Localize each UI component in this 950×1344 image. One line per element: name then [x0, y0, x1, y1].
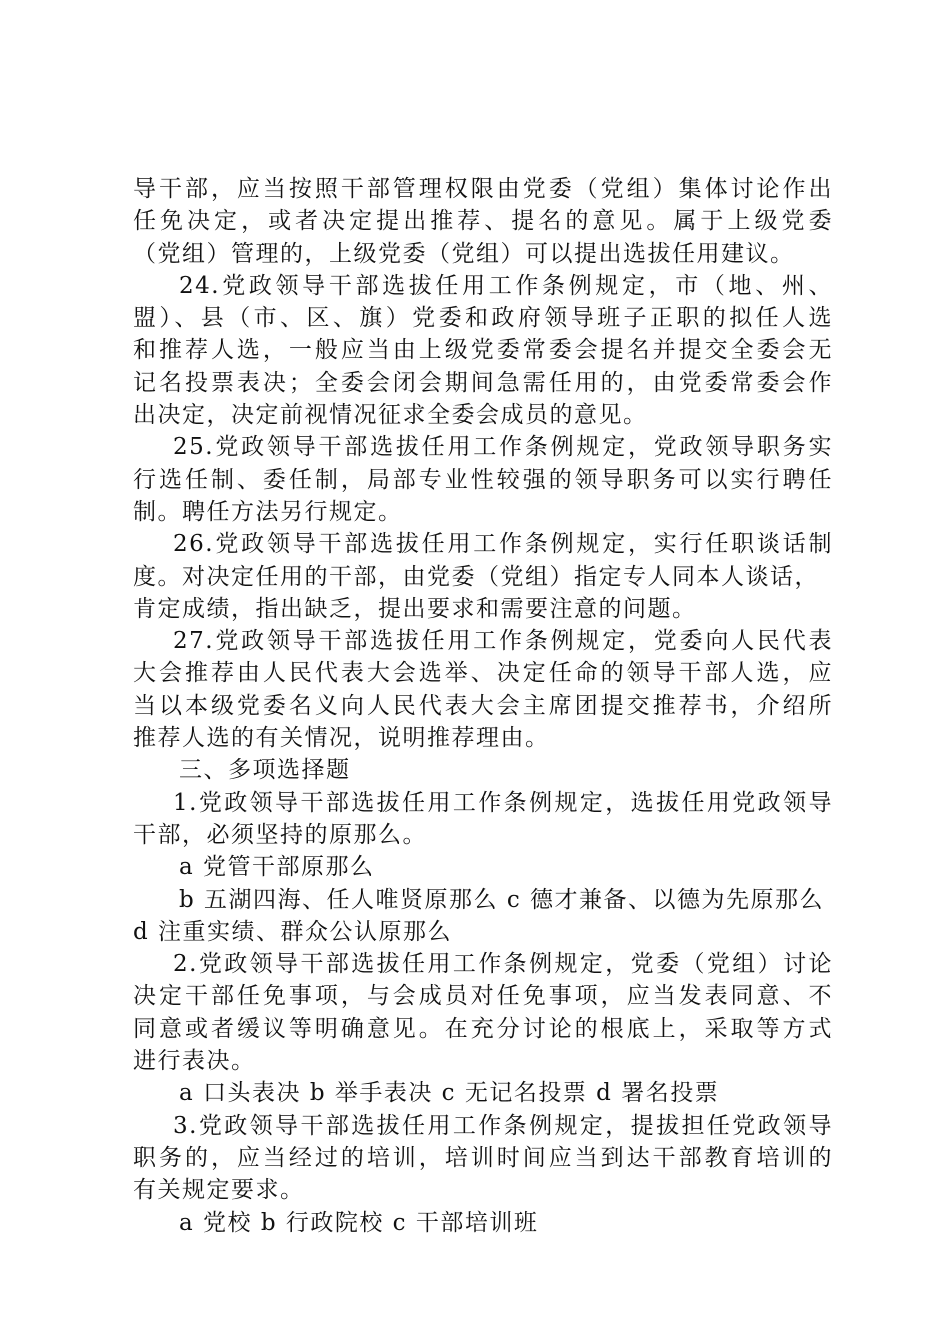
question-1-start: 1.党政领导干部选拔任用工作条例规定，选拔任用党政领导	[173, 789, 833, 816]
answer-option: d 注重实绩、群众公认原那么	[133, 918, 453, 945]
body-line: 出决定，决定前视情况征求全委会成员的意见。	[133, 402, 648, 429]
body-line: 当以本级党委名义向人民代表大会主席团提交推荐书，介绍所	[133, 692, 833, 719]
body-line: 同意或者缓议等明确意见。在充分讨论的根底上，采取等方式	[133, 1015, 833, 1042]
paragraph-24-start: 24.党政领导干部选拔任用工作条例规定，市（地、州、	[179, 272, 833, 299]
body-line: 决定干部任免事项，与会成员对任免事项，应当发表同意、不	[133, 983, 833, 1010]
paragraph-27-start: 27.党政领导干部选拔任用工作条例规定，党委向人民代表	[173, 628, 833, 655]
answer-option: a 口头表决 b 举手表决 c 无记名投票 d 署名投票	[179, 1080, 720, 1107]
body-line: 任免决定，或者决定提出推荐、提名的意见。属于上级党委	[133, 208, 833, 235]
body-line: 有关规定要求。	[133, 1177, 305, 1204]
question-2-start: 2.党政领导干部选拔任用工作条例规定，党委（党组）讨论	[173, 951, 833, 978]
answer-option: a 党校 b 行政院校 c 干部培训班	[179, 1209, 539, 1236]
body-line: 度。对决定任用的干部，由党委（党组）指定专人同本人谈话，	[133, 563, 819, 590]
body-line: 行选任制、委任制，局部专业性较强的领导职务可以实行聘任	[133, 466, 833, 493]
paragraph-25-start: 25.党政领导干部选拔任用工作条例规定，党政领导职务实	[173, 434, 833, 461]
section-heading: 三、多项选择题	[179, 757, 351, 784]
body-line: 干部，必须坚持的原那么。	[133, 821, 427, 848]
body-line: 进行表决。	[133, 1048, 256, 1075]
paragraph-26-start: 26.党政领导干部选拔任用工作条例规定，实行任职谈话制	[173, 531, 833, 558]
body-line: （党组）管理的，上级党委（党组）可以提出选拔任用建议。	[133, 240, 795, 267]
body-line: 制。聘任方法另行规定。	[133, 498, 403, 525]
document-body	[133, 173, 833, 1239]
body-line: 推荐人选的有关情况，说明推荐理由。	[133, 725, 550, 752]
question-3-start: 3.党政领导干部选拔任用工作条例规定，提拔担任党政领导	[173, 1112, 833, 1139]
body-line: 导干部，应当按照干部管理权限由党委（党组）集体讨论作出	[133, 176, 833, 202]
body-line: 记名投票表决；全委会闭会期间急需任用的，由党委常委会作	[133, 369, 833, 396]
body-line: 大会推荐由人民代表大会选举、决定任命的领导干部人选，应	[133, 660, 833, 687]
answer-option: a 党管干部原那么	[179, 854, 375, 881]
body-line: 职务的，应当经过的培训，培训时间应当到达干部教育培训的	[133, 1144, 833, 1171]
body-line: 和推荐人选，一般应当由上级党委常委会提名并提交全委会无	[133, 337, 833, 364]
body-line: 肯定成绩，指出缺乏，提出要求和需要注意的问题。	[133, 595, 697, 622]
answer-option: b 五湖四海、任人唯贤原那么 c 德才兼备、以德为先原那么	[179, 886, 825, 913]
body-line: 盟）、县（市、区、旗）党委和政府领导班子正职的拟任人选	[133, 305, 833, 332]
